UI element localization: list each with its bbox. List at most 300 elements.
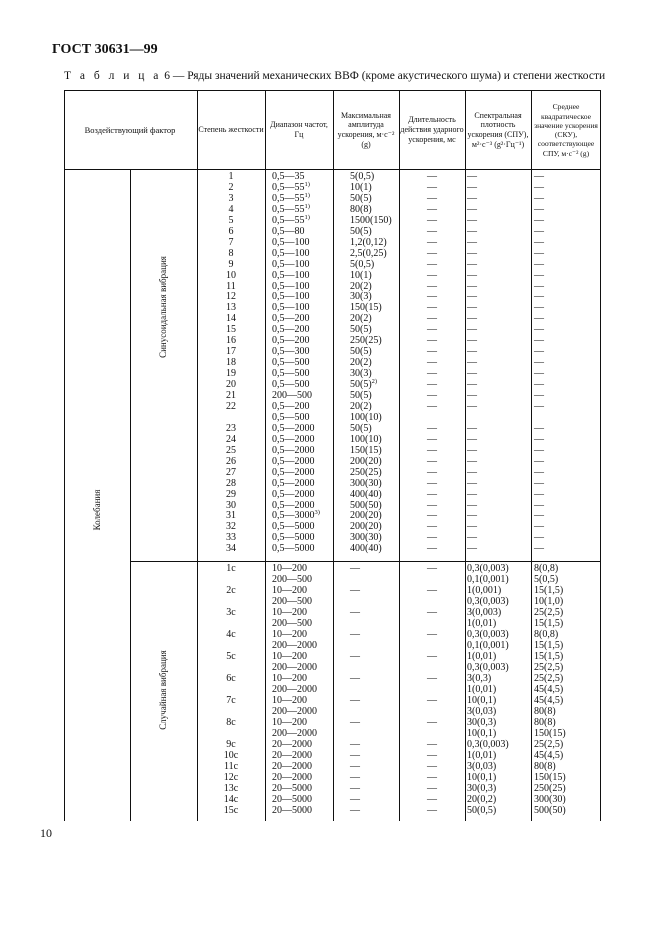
random-row-13-deg: 7с bbox=[226, 695, 236, 706]
random-row-12-amp bbox=[350, 684, 398, 695]
sinusoidal-row-32-dur: — bbox=[427, 510, 437, 522]
random-row-2-spu: 0,1(0,001) bbox=[467, 574, 509, 585]
sinusoidal-row-10-spu: — bbox=[467, 269, 477, 281]
random-row-5-spu: 3(0,003) bbox=[467, 607, 502, 618]
sinusoidal-row-24-spu: — bbox=[467, 422, 477, 434]
random-row-23-deg: 15с bbox=[223, 805, 239, 816]
random-row-17-dur: — bbox=[427, 739, 437, 750]
sinusoidal-row-10-deg: 10 bbox=[226, 269, 236, 281]
random-row-7-sku: 8(0,8) bbox=[534, 629, 559, 640]
sinusoidal-row-20-spu: — bbox=[467, 379, 477, 391]
random-row-18-freq: 20—2000 bbox=[272, 750, 312, 761]
sinusoidal-row-22-spu: — bbox=[467, 400, 477, 412]
sinusoidal-row-29-spu: — bbox=[467, 477, 477, 489]
random-row-10-sku: 25(2,5) bbox=[534, 662, 564, 673]
sinusoidal-row-7-sku: — bbox=[534, 236, 544, 248]
random-row-7-freq: 10—200 bbox=[272, 629, 307, 640]
sinusoidal-row-33-amp: 200(20) bbox=[350, 521, 382, 533]
sinusoidal-row-24-dur: — bbox=[427, 422, 437, 434]
sinusoidal-row-8-amp: 2,5(0,25) bbox=[350, 247, 387, 259]
group-label-random: Случайная вибрация bbox=[158, 650, 168, 730]
random-row-11-dur: — bbox=[427, 673, 437, 684]
sinusoidal-row-35-dur: — bbox=[427, 543, 437, 555]
sinusoidal-row-22-dur: — bbox=[427, 400, 437, 412]
random-row-14-spu: 3(0,03) bbox=[467, 706, 497, 717]
sinusoidal-row-9-spu: — bbox=[467, 258, 477, 270]
sinusoidal-row-21-freq: 200—500 bbox=[272, 390, 312, 401]
random-row-22-dur: — bbox=[427, 794, 437, 805]
random-row-7-spu: 0,3(0,003) bbox=[467, 629, 509, 640]
sinusoidal-row-34-deg: 33 bbox=[226, 532, 236, 544]
random-row-3-amp: — bbox=[350, 585, 360, 596]
sinusoidal-row-18-deg: 18 bbox=[226, 357, 236, 369]
sinusoidal-row-30-dur: — bbox=[427, 488, 437, 500]
sinusoidal-row-9-sku: — bbox=[534, 258, 544, 270]
sinusoidal-row-3-freq: 0,5—55$^{1)}$ bbox=[272, 191, 310, 204]
random-row-11-spu: 3(0,3) bbox=[467, 673, 492, 684]
random-row-14-dur bbox=[400, 706, 464, 717]
sinusoidal-row-3-dur: — bbox=[427, 192, 437, 204]
sinusoidal-row-28-sku: — bbox=[534, 466, 544, 478]
sinusoidal-row-11-deg: 11 bbox=[226, 280, 236, 292]
column-rule-0 bbox=[64, 90, 65, 821]
sinusoidal-row-20-dur: — bbox=[427, 379, 437, 391]
sinusoidal-row-25-spu: — bbox=[467, 433, 477, 445]
random-row-21-dur: — bbox=[427, 783, 437, 794]
random-row-10-dur bbox=[400, 662, 464, 673]
sinusoidal-row-4-dur: — bbox=[427, 203, 437, 215]
sinusoidal-row-2-amp: 10(1) bbox=[350, 181, 372, 193]
random-row-2-sku: 5(0,5) bbox=[534, 574, 559, 585]
random-row-9-amp: — bbox=[350, 651, 360, 662]
sinusoidal-row-35-sku: — bbox=[534, 543, 544, 555]
sinusoidal-row-18-spu: — bbox=[467, 357, 477, 369]
random-row-9-freq: 10—200 bbox=[272, 651, 307, 662]
random-row-1-dur: — bbox=[427, 563, 437, 574]
sinusoidal-row-16-amp: 250(25) bbox=[350, 335, 382, 347]
sinusoidal-row-13-spu: — bbox=[467, 302, 477, 314]
random-row-7-deg: 4с bbox=[226, 629, 236, 640]
sinusoidal-row-15-dur: — bbox=[427, 324, 437, 336]
random-row-5-dur: — bbox=[427, 607, 437, 618]
sinusoidal-row-16-deg: 16 bbox=[226, 335, 236, 347]
sinusoidal-row-19-sku: — bbox=[534, 368, 544, 380]
sinusoidal-row-35-freq: 0,5—5000 bbox=[272, 543, 315, 555]
random-row-20-spu: 10(0,1) bbox=[467, 772, 497, 783]
random-row-12-deg bbox=[198, 684, 264, 695]
sinusoidal-row-26-amp: 150(15) bbox=[350, 444, 382, 456]
sinusoidal-row-18-dur: — bbox=[427, 357, 437, 369]
random-row-12-spu: 1(0,01) bbox=[467, 684, 497, 695]
random-row-6-spu: 1(0,01) bbox=[467, 618, 497, 629]
group-label-main: Колебания bbox=[92, 489, 102, 531]
sinusoidal-row-23-sku bbox=[534, 412, 600, 423]
random-row-8-sku: 15(1,5) bbox=[534, 640, 564, 651]
sinusoidal-row-35-amp: 400(40) bbox=[350, 543, 382, 555]
random-row-10-deg bbox=[198, 662, 264, 673]
random-row-11-amp: — bbox=[350, 673, 360, 684]
random-row-11-freq: 10—200 bbox=[272, 673, 307, 684]
sinusoidal-row-12-spu: — bbox=[467, 291, 477, 303]
random-row-16-spu: 10(0,1) bbox=[467, 728, 497, 739]
sinusoidal-row-1-deg: 1 bbox=[228, 171, 234, 182]
random-row-17-freq: 20—2000 bbox=[272, 739, 312, 750]
header-spectral: Спектральная плотность ускорения (СПУ), м²·с⁻³ (g²·Гц⁻¹) bbox=[467, 110, 529, 149]
random-row-8-spu: 0,1(0,001) bbox=[467, 640, 509, 651]
sinusoidal-row-8-dur: — bbox=[427, 247, 437, 259]
random-row-10-spu: 0,3(0,003) bbox=[467, 662, 509, 673]
sinusoidal-row-33-deg: 32 bbox=[226, 521, 236, 533]
sinusoidal-row-10-freq: 0,5—100 bbox=[272, 269, 310, 281]
random-row-15-amp: — bbox=[350, 717, 360, 728]
sinusoidal-row-21-dur: — bbox=[427, 390, 437, 401]
sinusoidal-row-25-dur: — bbox=[427, 433, 437, 445]
sinusoidal-row-21-sku: — bbox=[534, 390, 544, 401]
sinusoidal-row-12-freq: 0,5—100 bbox=[272, 291, 310, 303]
sinusoidal-row-26-sku: — bbox=[534, 444, 544, 456]
random-row-20-deg: 12с bbox=[223, 772, 239, 783]
random-row-2-dur bbox=[400, 574, 464, 585]
random-row-13-amp: — bbox=[350, 695, 360, 706]
sinusoidal-row-20-freq: 0,5—500 bbox=[272, 379, 310, 391]
sinusoidal-row-5-dur: — bbox=[427, 214, 437, 226]
random-row-18-sku: 45(4,5) bbox=[534, 750, 564, 761]
sinusoidal-row-7-amp: 1,2(0,12) bbox=[350, 236, 387, 248]
sinusoidal-row-32-deg: 31 bbox=[226, 510, 236, 522]
sinusoidal-row-22-freq: 0,5—200 bbox=[272, 400, 310, 412]
sinusoidal-row-15-deg: 15 bbox=[226, 324, 236, 336]
sinusoidal-row-29-deg: 28 bbox=[226, 477, 236, 489]
sinusoidal-row-1-sku: — bbox=[534, 171, 544, 182]
sinusoidal-row-26-deg: 25 bbox=[226, 444, 236, 456]
random-row-6-freq: 200—500 bbox=[272, 618, 312, 629]
random-row-20-sku: 150(15) bbox=[534, 772, 566, 783]
sinusoidal-row-7-spu: — bbox=[467, 236, 477, 248]
random-row-15-sku: 80(8) bbox=[534, 717, 556, 728]
sinusoidal-row-35-spu: — bbox=[467, 543, 477, 555]
random-row-15-dur: — bbox=[427, 717, 437, 728]
random-row-12-freq: 200—2000 bbox=[272, 684, 317, 695]
sinusoidal-row-34-freq: 0,5—5000 bbox=[272, 532, 315, 544]
sinusoidal-row-6-spu: — bbox=[467, 225, 477, 237]
random-row-3-freq: 10—200 bbox=[272, 585, 307, 596]
random-row-3-sku: 15(1,5) bbox=[534, 585, 564, 596]
random-row-16-sku: 150(15) bbox=[534, 728, 566, 739]
random-row-15-freq: 10—200 bbox=[272, 717, 307, 728]
sinusoidal-row-5-spu: — bbox=[467, 214, 477, 226]
sinusoidal-row-19-deg: 19 bbox=[226, 368, 236, 380]
random-row-17-deg: 9с bbox=[226, 739, 236, 750]
sinusoidal-row-15-spu: — bbox=[467, 324, 477, 336]
sinusoidal-row-4-amp: 80(8) bbox=[350, 203, 372, 215]
random-row-6-amp bbox=[350, 618, 398, 629]
sinusoidal-row-30-sku: — bbox=[534, 488, 544, 500]
page-number: 10 bbox=[40, 826, 52, 840]
random-row-1-deg: 1с bbox=[226, 563, 236, 574]
sinusoidal-row-5-sku: — bbox=[534, 214, 544, 226]
sinusoidal-row-3-amp: 50(5) bbox=[350, 192, 372, 204]
sinusoidal-row-4-deg: 4 bbox=[228, 203, 234, 215]
sinusoidal-row-25-freq: 0,5—2000 bbox=[272, 433, 315, 445]
sinusoidal-row-33-spu: — bbox=[467, 521, 477, 533]
random-row-8-deg bbox=[198, 640, 264, 651]
header-rms: Среднее квадратическое значение ускорения (СКУ), соответствующее СПУ, м·с⁻² (g) bbox=[534, 102, 598, 158]
sinusoidal-row-23-freq: 0,5—500 bbox=[272, 411, 310, 423]
random-row-5-freq: 10—200 bbox=[272, 607, 307, 618]
sinusoidal-row-17-deg: 17 bbox=[226, 346, 236, 358]
header-factor: Воздействующий фактор bbox=[84, 124, 176, 135]
sinusoidal-row-7-dur: — bbox=[427, 236, 437, 248]
random-row-18-amp: — bbox=[350, 750, 360, 761]
document-title: ГОСТ 30631—99 bbox=[52, 42, 158, 57]
random-row-3-dur: — bbox=[427, 585, 437, 596]
sinusoidal-row-27-spu: — bbox=[467, 455, 477, 467]
random-row-19-freq: 20—2000 bbox=[272, 761, 312, 772]
random-row-9-dur: — bbox=[427, 651, 437, 662]
random-row-23-freq: 20—5000 bbox=[272, 805, 312, 816]
random-row-4-spu: 0,3(0,003) bbox=[467, 596, 509, 607]
sinusoidal-row-6-freq: 0,5—80 bbox=[272, 225, 305, 237]
random-row-21-amp: — bbox=[350, 783, 360, 794]
random-row-22-deg: 14с bbox=[223, 794, 239, 805]
sinusoidal-row-6-deg: 6 bbox=[228, 225, 234, 237]
sinusoidal-row-24-freq: 0,5—2000 bbox=[272, 422, 315, 434]
column-rule-1 bbox=[130, 169, 131, 821]
sinusoidal-row-33-dur: — bbox=[427, 521, 437, 533]
sinusoidal-row-1-freq: 0,5—35 bbox=[272, 171, 305, 182]
sinusoidal-row-24-deg: 23 bbox=[226, 422, 236, 434]
sinusoidal-row-14-dur: — bbox=[427, 313, 437, 325]
random-row-20-amp: — bbox=[350, 772, 360, 783]
random-row-10-freq: 200—2000 bbox=[272, 662, 317, 673]
sinusoidal-row-28-amp: 250(25) bbox=[350, 466, 382, 478]
sinusoidal-row-17-spu: — bbox=[467, 346, 477, 358]
random-row-15-spu: 30(0,3) bbox=[467, 717, 497, 728]
random-row-16-amp bbox=[350, 728, 398, 739]
random-row-16-dur bbox=[400, 728, 464, 739]
sinusoidal-row-8-freq: 0,5—100 bbox=[272, 247, 310, 259]
sinusoidal-row-27-sku: — bbox=[534, 455, 544, 467]
random-row-11-sku: 25(2,5) bbox=[534, 673, 564, 684]
sinusoidal-row-8-spu: — bbox=[467, 247, 477, 259]
random-row-8-dur bbox=[400, 640, 464, 651]
sinusoidal-row-12-sku: — bbox=[534, 291, 544, 303]
sinusoidal-row-7-deg: 7 bbox=[228, 236, 234, 248]
sinusoidal-row-18-freq: 0,5—500 bbox=[272, 357, 310, 369]
sinusoidal-row-28-spu: — bbox=[467, 466, 477, 478]
sinusoidal-row-22-sku: — bbox=[534, 400, 544, 412]
random-row-21-spu: 30(0,3) bbox=[467, 783, 497, 794]
random-row-19-sku: 80(8) bbox=[534, 761, 556, 772]
random-row-22-sku: 300(30) bbox=[534, 794, 566, 805]
sinusoidal-row-33-sku: — bbox=[534, 521, 544, 533]
random-row-2-freq: 200—500 bbox=[272, 574, 312, 585]
sinusoidal-row-26-dur: — bbox=[427, 444, 437, 456]
random-row-3-spu: 1(0,001) bbox=[467, 585, 502, 596]
sinusoidal-row-8-sku: — bbox=[534, 247, 544, 259]
sinusoidal-row-6-amp: 50(5) bbox=[350, 225, 372, 237]
sinusoidal-row-27-deg: 26 bbox=[226, 455, 236, 467]
sinusoidal-row-31-amp: 500(50) bbox=[350, 499, 382, 511]
sinusoidal-row-13-freq: 0,5—100 bbox=[272, 302, 310, 314]
column-rule-3 bbox=[265, 90, 266, 821]
random-row-2-amp bbox=[350, 574, 398, 585]
random-row-19-spu: 3(0,03) bbox=[467, 761, 497, 772]
sinusoidal-row-4-spu: — bbox=[467, 203, 477, 215]
random-row-13-freq: 10—200 bbox=[272, 695, 307, 706]
sinusoidal-row-14-freq: 0,5—200 bbox=[272, 313, 310, 325]
sinusoidal-row-5-freq: 0,5—55$^{1)}$ bbox=[272, 213, 310, 226]
sinusoidal-row-28-dur: — bbox=[427, 466, 437, 478]
group-label-sinusoidal: Синусоидальная вибрация bbox=[158, 256, 168, 358]
sinusoidal-row-26-freq: 0,5—2000 bbox=[272, 444, 315, 456]
random-row-1-amp: — bbox=[350, 563, 360, 574]
sinusoidal-row-11-freq: 0,5—100 bbox=[272, 280, 310, 292]
random-row-5-sku: 25(2,5) bbox=[534, 607, 564, 618]
sinusoidal-row-21-deg: 21 bbox=[226, 390, 236, 401]
random-row-5-amp: — bbox=[350, 607, 360, 618]
sinusoidal-row-34-amp: 300(30) bbox=[350, 532, 382, 544]
random-row-13-dur: — bbox=[427, 695, 437, 706]
random-row-3-deg: 2с bbox=[226, 585, 236, 596]
sinusoidal-row-21-amp: 50(5) bbox=[350, 390, 372, 401]
sinusoidal-row-26-spu: — bbox=[467, 444, 477, 456]
caption-label: Т а б л и ц а bbox=[64, 70, 162, 82]
random-row-5-deg: 3с bbox=[226, 607, 236, 618]
sinusoidal-row-23-amp: 100(10) bbox=[350, 411, 382, 423]
random-row-7-amp: — bbox=[350, 629, 360, 640]
random-row-9-sku: 15(1,5) bbox=[534, 651, 564, 662]
sinusoidal-row-2-dur: — bbox=[427, 181, 437, 193]
sinusoidal-row-22-deg: 22 bbox=[226, 400, 236, 412]
random-row-13-sku: 45(4,5) bbox=[534, 695, 564, 706]
sinusoidal-row-9-amp: 5(0,5) bbox=[350, 258, 375, 270]
random-row-7-dur: — bbox=[427, 629, 437, 640]
random-row-17-spu: 0,3(0,003) bbox=[467, 739, 509, 750]
sinusoidal-row-7-freq: 0,5—100 bbox=[272, 236, 310, 248]
sinusoidal-row-5-deg: 5 bbox=[228, 214, 234, 226]
random-row-14-sku: 80(8) bbox=[534, 706, 556, 717]
random-row-4-dur bbox=[400, 596, 464, 607]
random-row-4-freq: 200—500 bbox=[272, 596, 312, 607]
sinusoidal-row-1-dur: — bbox=[427, 171, 437, 182]
sinusoidal-row-31-sku: — bbox=[534, 499, 544, 511]
sinusoidal-row-17-amp: 50(5) bbox=[350, 346, 372, 358]
sinusoidal-row-34-spu: — bbox=[467, 532, 477, 544]
sinusoidal-row-23-spu bbox=[467, 412, 530, 423]
sinusoidal-row-27-amp: 200(20) bbox=[350, 455, 382, 467]
random-row-19-dur: — bbox=[427, 761, 437, 772]
random-row-22-amp: — bbox=[350, 794, 360, 805]
sinusoidal-row-30-spu: — bbox=[467, 488, 477, 500]
sinusoidal-row-22-amp: 20(2) bbox=[350, 400, 372, 412]
sinusoidal-row-10-amp: 10(1) bbox=[350, 269, 372, 281]
sinusoidal-row-29-sku: — bbox=[534, 477, 544, 489]
sinusoidal-row-16-spu: — bbox=[467, 335, 477, 347]
caption-text: 6 — Ряды значений механических ВВФ (кроме акустического шума) и степени жесткости bbox=[164, 70, 606, 82]
sinusoidal-row-34-sku: — bbox=[534, 532, 544, 544]
random-row-18-deg: 10с bbox=[223, 750, 239, 761]
sinusoidal-row-5-amp: 1500(150) bbox=[350, 214, 392, 226]
sinusoidal-row-13-amp: 150(15) bbox=[350, 302, 382, 314]
sinusoidal-row-31-spu: — bbox=[467, 499, 477, 511]
sinusoidal-row-19-amp: 30(3) bbox=[350, 368, 372, 380]
random-row-21-deg: 13с bbox=[223, 783, 239, 794]
sinusoidal-row-31-freq: 0,5—2000 bbox=[272, 499, 315, 511]
random-row-9-deg: 5с bbox=[226, 651, 236, 662]
sinusoidal-row-3-spu: — bbox=[467, 192, 477, 204]
sinusoidal-row-15-freq: 0,5—200 bbox=[272, 324, 310, 336]
sinusoidal-row-15-amp: 50(5) bbox=[350, 324, 372, 336]
sinusoidal-row-20-sku: — bbox=[534, 379, 544, 391]
sinusoidal-row-19-freq: 0,5—500 bbox=[272, 368, 310, 380]
random-row-23-dur: — bbox=[427, 805, 437, 816]
random-row-23-spu: 50(0,5) bbox=[467, 805, 497, 816]
header-freq: Диапазон частот, Гц bbox=[270, 120, 328, 139]
random-row-12-sku: 45(4,5) bbox=[534, 684, 564, 695]
random-row-9-spu: 1(0,01) bbox=[467, 651, 497, 662]
sinusoidal-row-30-amp: 400(40) bbox=[350, 488, 382, 500]
random-row-10-amp bbox=[350, 662, 398, 673]
random-row-16-freq: 200—2000 bbox=[272, 728, 317, 739]
random-row-6-dur bbox=[400, 618, 464, 629]
sinusoidal-row-11-spu: — bbox=[467, 280, 477, 292]
sinusoidal-row-24-amp: 50(5) bbox=[350, 422, 372, 434]
random-row-22-spu: 20(0,2) bbox=[467, 794, 497, 805]
header-degree: Степень жесткости bbox=[198, 125, 264, 135]
sinusoidal-row-31-deg: 30 bbox=[226, 499, 236, 511]
sinusoidal-row-9-freq: 0,5—100 bbox=[272, 258, 310, 270]
sinusoidal-row-15-sku: — bbox=[534, 324, 544, 336]
random-row-21-sku: 250(25) bbox=[534, 783, 566, 794]
random-row-1-sku: 8(0,8) bbox=[534, 563, 559, 574]
random-row-6-deg bbox=[198, 618, 264, 629]
sinusoidal-row-2-spu: — bbox=[467, 181, 477, 193]
random-row-2-deg bbox=[198, 574, 264, 585]
random-row-18-spu: 1(0,01) bbox=[467, 750, 497, 761]
sinusoidal-row-30-deg: 29 bbox=[226, 488, 236, 500]
sinusoidal-row-2-sku: — bbox=[534, 181, 544, 193]
random-row-18-dur: — bbox=[427, 750, 437, 761]
sinusoidal-row-1-amp: 5(0,5) bbox=[350, 171, 375, 182]
sinusoidal-row-11-sku: — bbox=[534, 280, 544, 292]
sinusoidal-row-9-deg: 9 bbox=[228, 258, 234, 270]
sinusoidal-row-34-dur: — bbox=[427, 532, 437, 544]
sinusoidal-row-11-dur: — bbox=[427, 280, 437, 292]
random-row-19-amp: — bbox=[350, 761, 360, 772]
random-row-14-amp bbox=[350, 706, 398, 717]
column-rule-4 bbox=[333, 90, 334, 821]
sinusoidal-row-2-deg: 2 bbox=[228, 181, 234, 193]
sinusoidal-row-32-sku: — bbox=[534, 510, 544, 522]
sinusoidal-row-24-sku: — bbox=[534, 422, 544, 434]
sinusoidal-row-10-dur: — bbox=[427, 269, 437, 281]
random-row-23-amp: — bbox=[350, 805, 360, 816]
sinusoidal-row-1-spu: — bbox=[467, 171, 477, 182]
random-row-4-deg bbox=[198, 596, 264, 607]
random-row-15-deg: 8с bbox=[226, 717, 236, 728]
sinusoidal-row-25-amp: 100(10) bbox=[350, 433, 382, 445]
random-row-4-sku: 10(1,0) bbox=[534, 596, 564, 607]
sinusoidal-row-33-freq: 0,5—5000 bbox=[272, 521, 315, 533]
sinusoidal-row-6-dur: — bbox=[427, 225, 437, 237]
random-row-4-amp bbox=[350, 596, 398, 607]
random-row-19-deg: 11с bbox=[223, 761, 239, 772]
sinusoidal-row-13-dur: — bbox=[427, 302, 437, 314]
sinusoidal-row-25-deg: 24 bbox=[226, 433, 236, 445]
sinusoidal-row-25-sku: — bbox=[534, 433, 544, 445]
random-row-17-amp: — bbox=[350, 739, 360, 750]
